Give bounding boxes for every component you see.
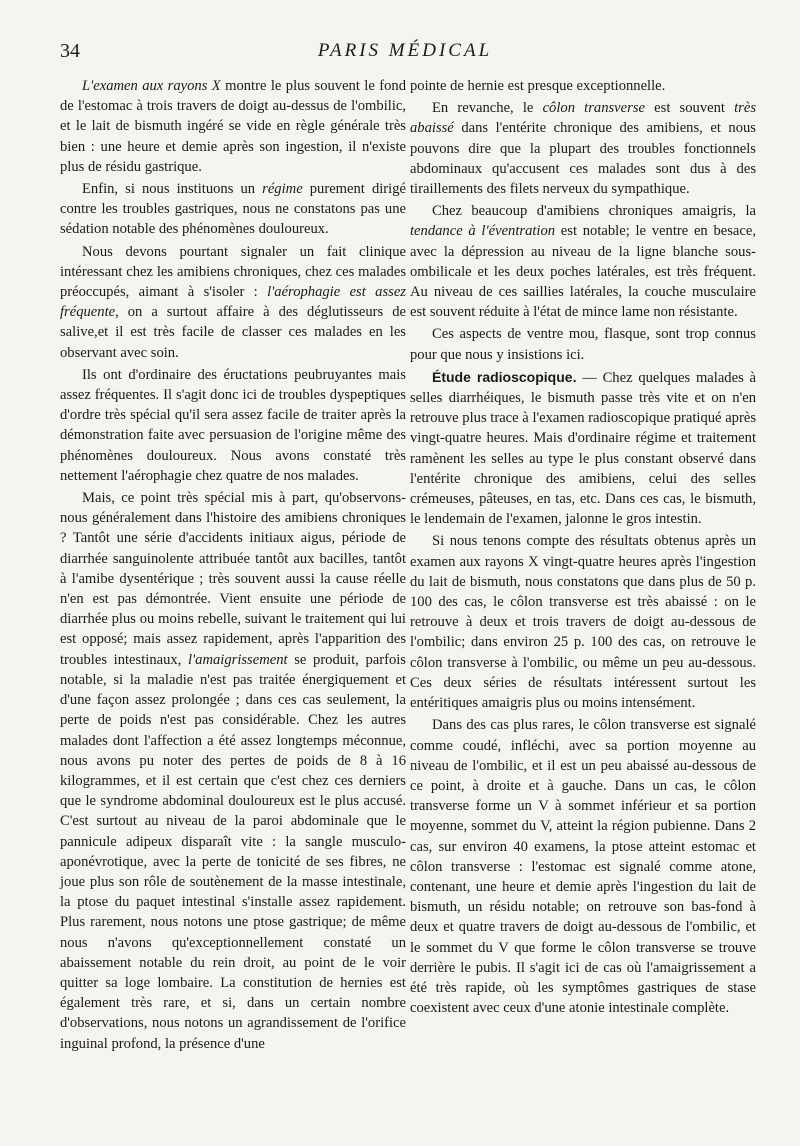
page-header	[60, 40, 750, 70]
paragraph	[60, 365, 406, 486]
paragraph	[410, 531, 756, 713]
paragraph	[410, 98, 756, 199]
text-run: Mais, ce point très spécial mis à part, qu'observons-nous généralement dans l'histoire des amibiens chroniques ? Tantôt une série d'accidents initiaux aigus, période de diarrhée sanguinolente attribuée tantôt aux bacilles, tantôt à l'amibe dysentérique ; très souvent aussi la cause réelle n'en est pas démontrée. Vient ensuite une période de diarrhée plus ou moins rebelle, suivant le traitement qui lui est opposé; mais assez rapidement, après l'apparition des troubles intestinaux,	[60, 490, 406, 668]
paragraph	[410, 715, 756, 1018]
paragraph	[60, 242, 406, 363]
italic-phrase: côlon transverse	[542, 100, 645, 117]
paragraph	[410, 324, 756, 364]
section-heading: Étude radioscopique.	[432, 368, 577, 385]
text-run: Nous devons pourtant signaler un fait clinique intéressant chez les amibiens chroniques, chez ces malades préoccupés, aimant à s'isoler :	[60, 243, 406, 301]
text-run: Si nous tenons compte des résultats obtenus après un examen aux rayons X vingt-quatre heures après l'ingestion du lait de bismuth, nous constatons que dans plus de 50 p. 100 des cas, le côlon transverse est très abaissé : on le retrouve à deux et trois travers de doigt au-dessous de l'ombilic; dans environ 25 p. 100 des cas, on retrouve le côlon transverse à l'ombilic, ou même un peu au-dessous. Ces deux séries de résultats intéressent surtout les entéritiques amaigris plus ou moins intensément.	[410, 533, 756, 712]
text-run: se produit, parfois notable, si la maladie n'est pas traitée énergiquement et d'une façon assez prolongée ; dans ces cas seulement, la perte de poids n'est pas considérable. Chez les autres malades dont l'affection a été assez longtemps méconnue, nous avons pu noter des pertes de poids de 8 à 16 kilogrammes, et il est certain que c'est chez ces derniers que le syndrome abdominal douloureux est le plus accusé. C'est surtout au niveau de la paroi abdominale que le pannicule adipeux disparaît vite : la sangle musculo-aponévrotique, avec la perte de tonicité de ses fibres, ne joue plus son rôle de soutènement de la masse intestinale, la ptose du paquet intestinal s'installe assez rapidement. Plus rarement, nous notons une ptose gastrique; de même nous n'avons qu'exceptionnellement constaté un abaissement notable du rein droit, au point de le voir quitter sa loge lombaire. La constitution de hernies est également très rare, et si, dans un certain nombre d'observations, nous notons un agrandissement de l'orifice inguinal profond, la présence d'une	[60, 651, 406, 1052]
italic-phrase: L'examen aux rayons X	[82, 78, 221, 94]
text-run: dans l'entérite chronique des amibiens, et nous pouvons dire que la plupart des troubles fonctionnels abdominaux qu'accusent ces malades sont dus à des tiraillements des filets nerveux du sympathique.	[410, 120, 756, 198]
text-run: est notable; le ventre en besace, avec la dépression au niveau de la ligne blanche sous-ombilicale et les deux poches latérales, est très fréquent. Au niveau de ces saillies latérales, la couche musculaire est souvent réduite à l'état de mince lame non résistante.	[410, 223, 756, 321]
paragraph	[410, 76, 756, 96]
italic-phrase: l'amaigrissement	[187, 651, 288, 668]
text-run: Chez beaucoup d'amibiens chroniques amaigris, la	[432, 203, 756, 220]
text-run: , on a surtout affaire à des déglutisseurs de salive,et il est très facile de classer ces malades en les observant avec soin.	[60, 304, 406, 361]
text-run: Ces aspects de ventre mou, flasque, sont trop connus pour que nous y insistions ici.	[410, 326, 756, 363]
text-run: purement dirigé contre les troubles gastriques, nous ne constatons pas une sédation notable des phénomènes douloureux.	[60, 181, 406, 238]
text-run: Enfin, si nous instituons un	[82, 181, 263, 198]
text-run: est souvent	[644, 100, 735, 117]
italic-phrase: régime	[262, 181, 303, 198]
text-run: montre le plus souvent le fond de l'estomac à trois travers de doigt au-dessus de l'ombilic, et le lait de bismuth ingéré se vide en règle générale très bien : une heure et demie après son ingestion, il n'existe plus de résidu gastrique.	[60, 78, 406, 175]
paragraph	[410, 201, 756, 322]
text-run: pointe de hernie est presque exceptionnelle.	[410, 78, 666, 94]
italic-phrase: très abaissé	[410, 100, 757, 137]
text-run: — Chez quelques malades à selles diarrhéiques, le bismuth passe très vite et on n'en retrouve plus trace à l'examen radioscopique pratiqué après vingt-quatre heures. Mais d'ordinaire régime et traitement ramènent les selles au type le plus constant observé dans l'entérite chronique des amibiens, celui des selles crémeuses, pâteuses, en tas, etc. Dans ces cas, le bismuth, le lendemain de l'examen, jalonne le gros intestin.	[410, 369, 756, 528]
italic-phrase: l'aérophagie est assez fréquente	[60, 284, 406, 321]
text-run: Dans des cas plus rares, le côlon transverse est signalé comme coudé, infléchi, avec sa portion moyenne au niveau de l'ombilic, et il est un peu abaissé au-dessous de ce point, à droite et à gauche. Dans un cas, le côlon transverse forme un V à sommet inférieur et sa portion moyenne, sommet du V, atteint la région pubienne. Dans 2 cas, sur environ 40 examens, la ptose atteint estomac et côlon transverse : l'estomac est signalé comme atone, contenant, une heure et demie après l'ingestion du lait de bismuth, un résidu notable; on retrouve son bas-fond à deux et quatre travers de doigt au-dessous de l'ombilic, et le sommet du V que forme le côlon transverse se trouve derrière le pubis. Il s'agit ici de cas où l'amaigrissement a été très rapide, où les symptômes gastriques de stase coexistent avec ceux d'une atonie intestinale complète.	[410, 717, 756, 1017]
paragraph	[410, 367, 756, 530]
text-run: En revanche, le	[432, 100, 543, 117]
italic-phrase: tendance à l'éventration	[410, 223, 556, 240]
page-number: 34	[60, 40, 80, 62]
text-run: Ils ont d'ordinaire des éructations peubruyantes mais assez fréquentes. Il s'agit donc ici de troubles dyspeptiques d'ordre très spécial qu'il sera assez facile de traiter après la démonstration faite avec persuasion de l'origine même des phénomènes douloureux. Nous avons constaté très nettement l'aérophagie chez quatre de nos malades.	[60, 366, 406, 484]
left-text-column	[60, 76, 406, 1054]
paragraph	[60, 179, 406, 240]
paragraph	[60, 76, 406, 177]
running-title: PARIS MÉDICAL	[317, 40, 493, 61]
paragraph	[60, 488, 406, 1054]
right-text-column	[410, 76, 756, 1018]
